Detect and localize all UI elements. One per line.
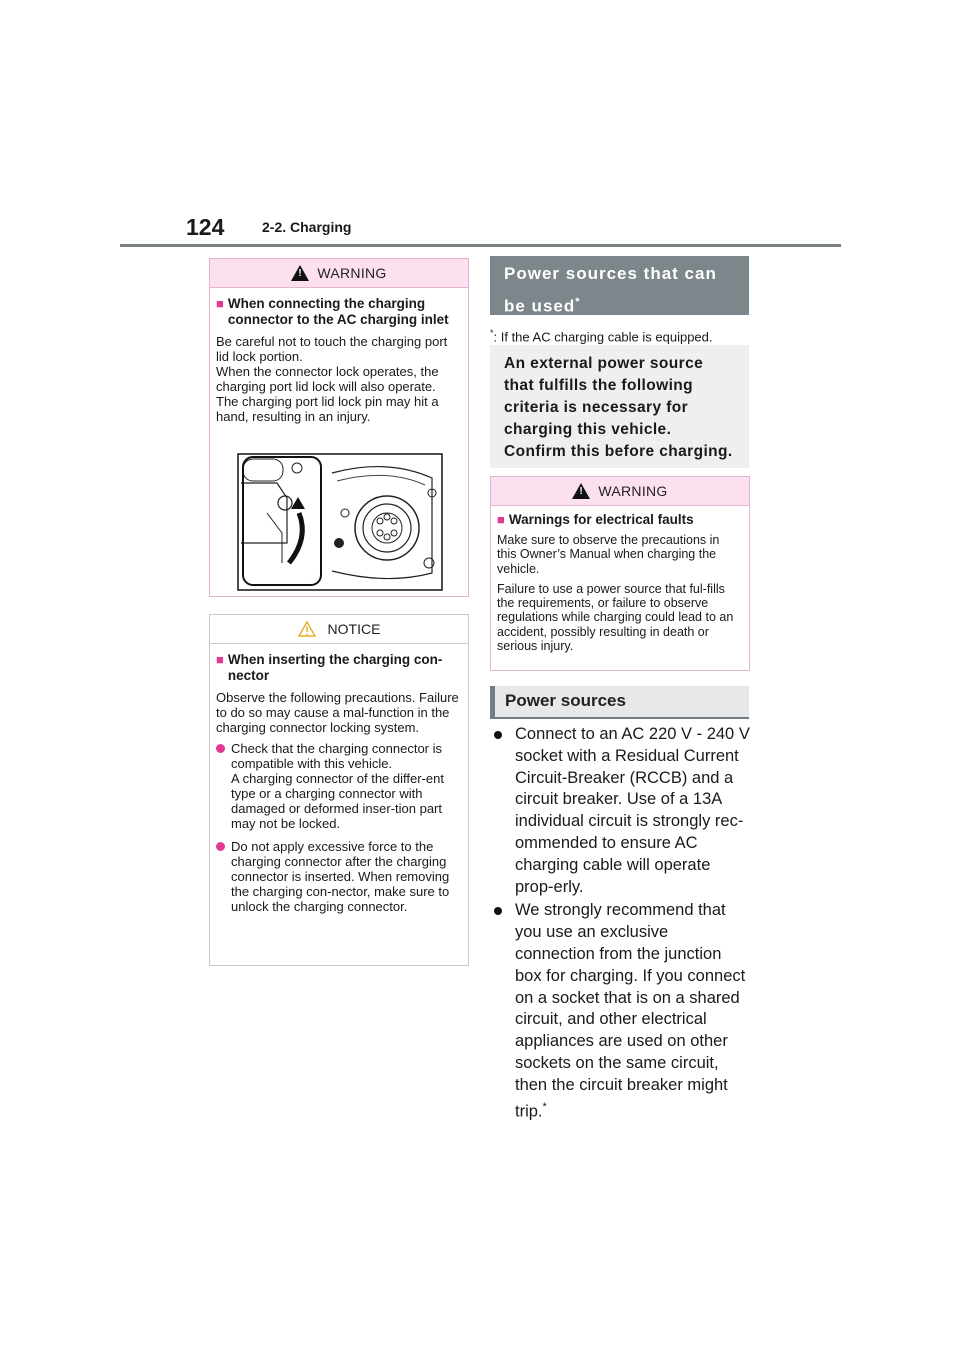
caution-triangle-icon	[298, 621, 316, 637]
warning-title: WARNING	[598, 483, 668, 499]
page-number: 124	[186, 214, 225, 240]
square-bullet-icon: ■	[497, 512, 505, 527]
section-banner	[490, 256, 749, 315]
square-bullet-icon: ■	[216, 652, 224, 667]
notice-text: Observe the following precautions. Failure to do so may cause a mal-function in the charging connector locking system.	[216, 690, 459, 735]
list-item: We strongly recommend that you use an exclusive connection from the junction box for charging. If you connect on a socket that is on a shared circuit, and other electrical appliances are used on other sockets on the same circuit, then the circuit breaker might trip.*	[490, 900, 752, 1122]
notice-bullet: Do not apply excessive force to the charging connector after the charging connector is inserted. When removing the charging con-nector, make sure to unlock the charging connector.	[216, 839, 460, 914]
section-title: 2-2. Charging	[262, 219, 352, 235]
charging-port-lid-lock-illustration	[237, 453, 443, 591]
warning-triangle-icon	[572, 483, 590, 499]
square-bullet-icon: ■	[216, 296, 224, 311]
intro-text: An external power source that fulfills the following criteria is necessary for charging this vehicle. Confirm this before charging.	[504, 355, 733, 460]
footnote-asterisk: *	[542, 1100, 547, 1113]
bullet-dot-icon	[494, 907, 502, 915]
footnote: *: If the AC charging cable is equipped.	[490, 328, 713, 345]
banner-asterisk: *	[575, 296, 581, 308]
notice-header	[210, 615, 468, 644]
warning-heading: Warnings for electrical faults	[508, 512, 694, 527]
warning-box-connector	[209, 258, 469, 597]
notice-title: NOTICE	[327, 621, 381, 637]
warning-header	[491, 477, 749, 506]
warning-text-1: Make sure to observe the precautions in this Owner’s Manual when charging the vehicle.	[497, 533, 720, 576]
section-banner-title: Power sources that can be used	[504, 264, 717, 316]
power-sources-heading: Power sources	[490, 686, 749, 719]
bullet-dot-icon	[494, 731, 502, 739]
bullet-dot-icon	[216, 842, 225, 851]
notice-box	[209, 614, 469, 966]
warning-text: Be careful not to touch the charging port lid lock portion. When the connector lock operates, the charging port lid lock will also operate. The charging port lid lock pin may hit a hand, resulting in an injury.	[216, 334, 448, 424]
warning-header	[210, 259, 468, 288]
list-item: Connect to an AC 220 V - 240 V socket with a Residual Current Circuit-Breaker (RCCB) and a circuit breaker. Use of a 13A individual circuit is strongly rec-ommended to ensure AC charging cable will operate prop-erly.	[490, 724, 752, 898]
warning-title: WARNING	[317, 265, 387, 281]
notice-bullet: Check that the charging connector is compatible with this vehicle. A charging connector of the differ-ent type or a charging connector with damaged or deformed inser-tion part may not be locked.	[216, 741, 460, 831]
intro-box	[490, 345, 749, 468]
warning-text-2: Failure to use a power source that ful-fills the requirements, or failure to observe regulations while charging could lead to an accident, possibly resulting in death or serious injury.	[497, 581, 734, 654]
header-rule	[120, 244, 841, 247]
notice-heading: When inserting the charging con-nector	[227, 652, 443, 683]
warning-box-electrical	[490, 476, 750, 671]
warning-heading: When connecting the charging connector to the AC charging inlet	[227, 296, 449, 327]
power-sources-list	[490, 724, 752, 1125]
warning-triangle-icon	[291, 265, 309, 281]
bullet-dot-icon	[216, 744, 225, 753]
